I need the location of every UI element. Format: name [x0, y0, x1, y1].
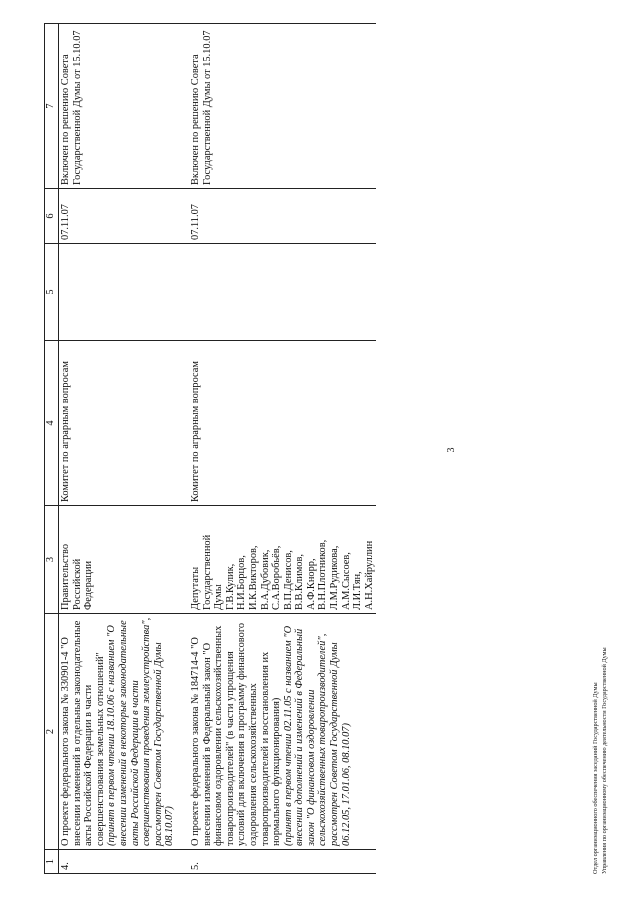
footer [592, 647, 609, 874]
initiator-line: А.Ф.Кнорр, [305, 558, 317, 610]
status: Включен по решению Совета Государственной Думы от 15.10.07 [189, 24, 377, 189]
row-number: 4. [59, 850, 177, 874]
initiator-line: В.П.Денисов, [282, 550, 294, 610]
header-col-4: 4 [45, 341, 59, 506]
bill-description [189, 614, 377, 850]
initiator-line: Депутаты [189, 566, 201, 610]
bill-title: О проекте федерального закона № 184714-4 "О внесении изменений в Федеральный закон "О финансовом оздоровлении сельскохозяйственных товаропроизводителей" (в части упрощения условий для включения в программу финансового оздоровления сельскохозяйственных товаропроизводителей и восстановления их нормального функционирования) [189, 622, 283, 846]
initiator-line: В.А.Дубовик, [259, 549, 271, 610]
initiator-line: В.В.Климов, [294, 553, 306, 610]
row-gap [177, 24, 189, 874]
table-row [59, 24, 177, 874]
initiator-line: Г.В.Кулик, [224, 563, 236, 610]
initiator-line: Н.И.Борцов, [236, 555, 248, 610]
header-row [45, 24, 59, 874]
bill-description [59, 614, 177, 850]
row-number: 5. [189, 850, 377, 874]
header-col-6: 6 [45, 189, 59, 244]
initiator [189, 506, 377, 614]
initiator: Правительство Российской Федерации [59, 506, 177, 614]
initiator-line: В.Н.Плотников, [317, 539, 329, 610]
page-number: 3 [446, 447, 457, 453]
header-col-7: 7 [45, 24, 59, 189]
date: 07.11.07 [189, 189, 377, 244]
footer-line-1: Отдел организационного обеспечения заседаний Государственной Думы [592, 682, 599, 874]
initiator-line: Л.И.Тян, [352, 571, 364, 610]
bill-title: О проекте федерального закона № 330901-4 "О внесении изменений в отдельные законодательные акты Российской Федерации в части совершенствования земельных отношений" [60, 620, 106, 846]
header-col-2: 2 [45, 614, 59, 850]
initiator-line: А.М.Сысоев, [340, 552, 352, 610]
agenda-table [44, 23, 376, 874]
header-col-5: 5 [45, 244, 59, 341]
initiator-line: Думы [213, 584, 225, 610]
initiator-line: Государственной [201, 534, 213, 610]
bill-note: (принят в первом чтении 02.11.05 с названием "О внесении дополнений и изменений в Федеральный закон "О финансовом оздоровлении сельскохозяйственных товаропроизводителей", рассмотрен Советом Государственной Думы 06.12.05, 17.01.06, 08.10.07) [282, 625, 352, 846]
initiator-line: Л.М.Рудикова, [329, 545, 341, 610]
table-row [189, 24, 377, 874]
initiator-line: А.Н.Хайруллин [363, 540, 375, 610]
footer-line-2: Управления по организационному обеспечению деятельности Государственной Думы [600, 647, 608, 874]
empty-cell [189, 244, 377, 341]
empty-cell [59, 244, 177, 341]
bill-note: (принят в первом чтении 18.10.06 с названием "О внесении изменений в некоторые законодательные акты Российской Федерации в части совершенствования проведения землеустройства", рассмотрен Советом Государственной Думы 08.10.07) [106, 617, 176, 846]
status: Включен по решению Совета Государственной Думы от 15.10.07 [59, 24, 177, 189]
header-col-3: 3 [45, 506, 59, 614]
header-col-1: 1 [45, 850, 59, 874]
committee: Комитет по аграрным вопросам [59, 341, 177, 506]
committee: Комитет по аграрным вопросам [189, 341, 377, 506]
initiator-line: С.А.Воробьёв, [271, 545, 283, 610]
date: 07.11.07 [59, 189, 177, 244]
initiator-line: И.К.Викторов, [247, 545, 259, 610]
